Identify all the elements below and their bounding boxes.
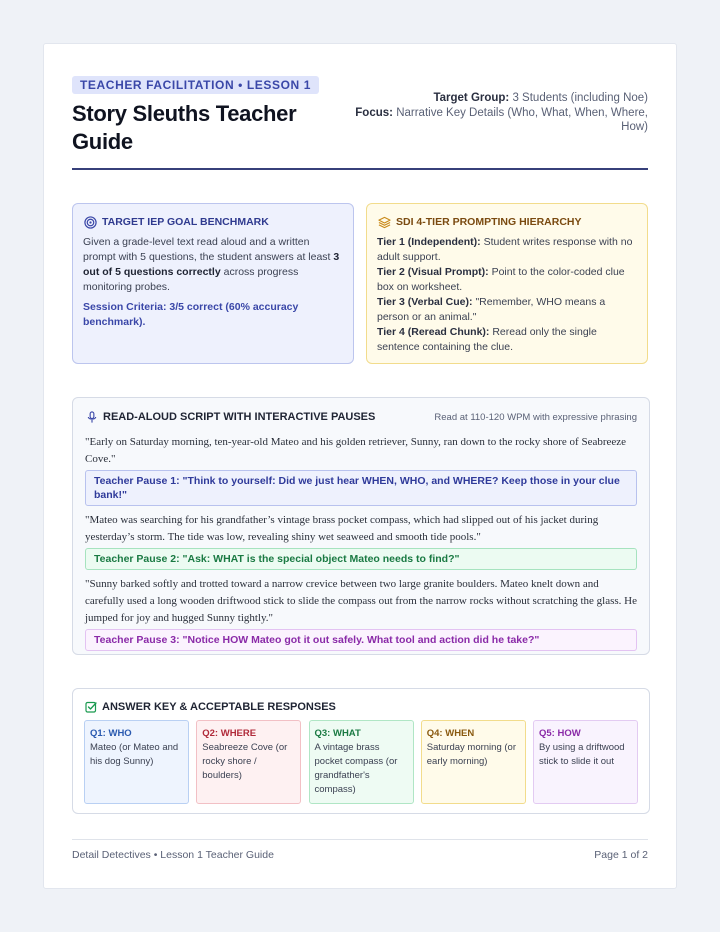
answer-question: Q5: HOW (539, 728, 581, 739)
script-title: READ-ALOUD SCRIPT WITH INTERACTIVE PAUSES (103, 411, 376, 423)
header-meta (348, 76, 648, 135)
answer-text: By using a driftwood stick to slide it out (539, 742, 625, 767)
target-group-label: Target Group: (433, 92, 510, 104)
answer-what (309, 720, 414, 804)
answer-question: Q2: WHERE (202, 728, 257, 739)
footer-document-name: Detail Detectives • Lesson 1 Teacher Guide (72, 849, 274, 861)
tier-1-text: Student writes response with no adult support. (377, 236, 633, 263)
read-aloud-script (72, 397, 650, 655)
page-footer (72, 839, 648, 861)
answer-text: Seabreeze Cove (or rocky shore / boulders) (202, 742, 288, 781)
target-group-value: 3 Students (including Noe) (512, 92, 648, 104)
answer-key-header (84, 700, 638, 714)
answer-question: Q3: WHAT (314, 728, 361, 739)
tier-1 (377, 235, 637, 265)
teacher-pause-3: Teacher Pause 3: "Notice HOW Mateo got it out safely. What tool and action did he take?" (85, 629, 637, 651)
focus-label: Focus: (355, 106, 393, 119)
answer-who (84, 720, 189, 804)
layers-icon (377, 216, 391, 230)
checkbox-icon (84, 700, 98, 714)
tier-1-label: Tier 1 (Independent): (377, 236, 481, 248)
answer-text: Saturday morning (or early morning) (426, 742, 516, 767)
goal-body-bold: 3 out of 5 questions correctly (83, 251, 340, 278)
answer-text: A vintage brass pocket compass (or grandfather's compass) (314, 742, 398, 795)
goal-card-header (83, 215, 343, 230)
tier-2-text: Point to the color-coded clue box on worksheet. (377, 266, 625, 293)
sdi-card-header (377, 215, 637, 230)
tier-2-label: Tier 2 (Visual Prompt): (377, 266, 489, 278)
script-paragraph-3: "Sunny barked softly and trotted toward a narrow crevice between two large granite boulders. Mateo knelt down and carefully used a long wooden driftwood stick to slide the compass out from the narrow rocks without scratching the glass. He jumped for joy and hugged Sunny tightly." (85, 578, 638, 624)
goal-card-body (83, 235, 343, 295)
teacher-pause-1: Teacher Pause 1: "Think to yourself: Did we just hear WHEN, WHO, and WHERE? Keep those in your clue bank!" (85, 470, 637, 506)
answer-question: Q4: WHEN (426, 728, 475, 739)
tier-3 (377, 295, 637, 325)
answer-when (421, 720, 526, 804)
tier-4 (377, 325, 637, 355)
lesson-badge: TEACHER FACILITATION • LESSON 1 (72, 76, 319, 94)
header-left (72, 76, 342, 156)
header-divider (72, 168, 648, 170)
answer-key-title: ANSWER KEY & ACCEPTABLE RESPONSES (102, 701, 336, 713)
target-icon (83, 216, 97, 230)
script-title-group (85, 410, 375, 424)
goal-body-end: across progress monitoring probes. (83, 266, 299, 293)
tier-2 (377, 265, 637, 295)
top-cards (72, 203, 648, 364)
script-paragraph-2: "Mateo was searching for his grandfather’s vintage brass pocket compass, which had slipped out of his jacket during yesterday’s storm. The tide was low, revealing shiny wet seaweed and smooth tide pools." (85, 514, 599, 543)
script-paragraph-1: "Early on Saturday morning, ten-year-old Mateo and his golden retriever, Sunny, ran down to the rocky shore of Seabreeze Cove." (85, 436, 627, 465)
teacher-guide-page (43, 43, 677, 889)
tier-3-text: "Remember, WHO means a person or an animal." (377, 296, 606, 323)
microphone-icon (85, 410, 99, 424)
tier-3-label: Tier 3 (Verbal Cue): (377, 296, 473, 308)
page-header (72, 76, 648, 168)
answer-how (533, 720, 638, 804)
focus-value: Narrative Key Details (Who, What, When, Where, How) (396, 106, 648, 133)
script-header (85, 410, 637, 424)
goal-body-text: Given a grade-level text read aloud and a written prompt with 5 questions, the student answers at least (83, 236, 334, 263)
reading-rate: Read at 110-120 WPM with expressive phrasing (434, 411, 637, 423)
sdi-card-title: SDI 4-TIER PROMPTING HIERARCHY (396, 216, 582, 228)
tier-4-label: Tier 4 (Reread Chunk): (377, 326, 490, 338)
sdi-card (366, 203, 648, 364)
answer-key (72, 688, 650, 814)
answer-where (196, 720, 301, 804)
page-number: Page 1 of 2 (594, 849, 648, 861)
answer-question: Q1: WHO (90, 728, 132, 739)
teacher-pause-2: Teacher Pause 2: "Ask: WHAT is the special object Mateo needs to find?" (85, 548, 637, 570)
goal-card-title: TARGET IEP GOAL BENCHMARK (102, 216, 269, 228)
focus (348, 106, 648, 135)
session-criteria: Session Criteria: 3/5 correct (60% accuracy benchmark). (83, 301, 299, 328)
answer-row (84, 720, 638, 804)
target-group (348, 91, 648, 106)
tier-4-text: Reread only the single sentence containing the clue. (377, 326, 597, 353)
page-title: Story Sleuths Teacher Guide (72, 101, 297, 154)
answer-text: Mateo (or Mateo and his dog Sunny) (90, 742, 179, 767)
goal-card (72, 203, 354, 364)
